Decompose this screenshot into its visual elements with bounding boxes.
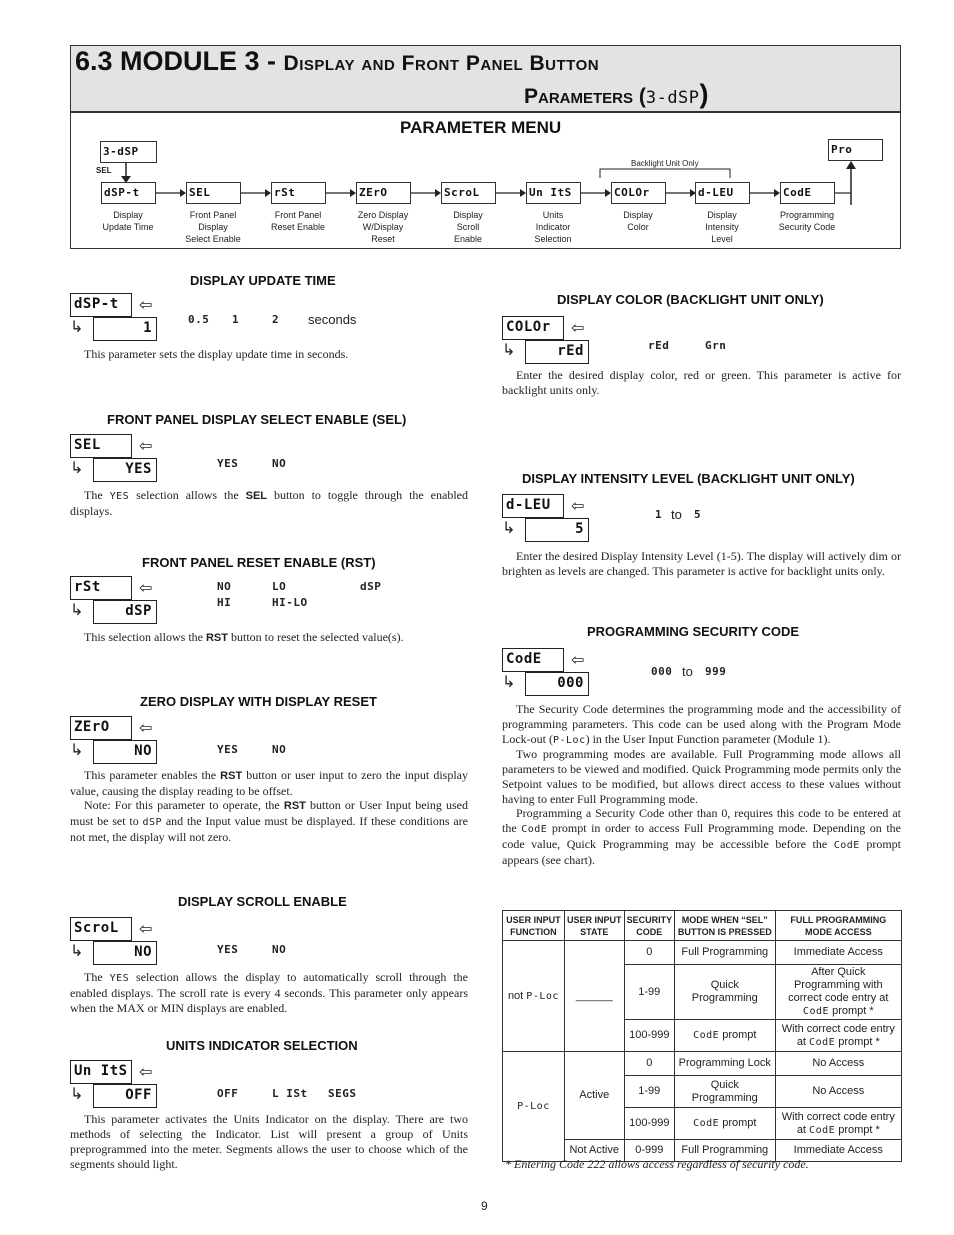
up-arrow-icon: ⇦	[571, 650, 585, 669]
option-to: to	[671, 507, 682, 522]
option: YES	[217, 943, 239, 956]
heading-sel: FRONT PANEL DISPLAY SELECT ENABLE (SEL)	[107, 412, 407, 427]
menu-item-label-line: W/Display	[362, 222, 404, 232]
heading-units: UNITS INDICATOR SELECTION	[166, 1038, 358, 1053]
menu-arrow-icon	[750, 188, 780, 198]
enter-arrow-icon: ↳	[70, 1084, 84, 1103]
menu-item-label-line: Display	[707, 210, 737, 220]
table-header: SECURITY CODE	[624, 911, 674, 941]
up-arrow-icon: ⇦	[139, 919, 153, 938]
menu-item-label	[767, 209, 847, 233]
display-top: SEL	[70, 434, 132, 458]
menu-item-label-line: Update Time	[102, 222, 154, 232]
table-cell: Full Programming	[674, 941, 775, 965]
option: SEGS	[328, 1087, 357, 1100]
menu-item-code: ScroL	[441, 182, 496, 204]
backlight-bracket	[599, 165, 731, 179]
desc-units: This parameter activates the Units Indicator on the display. There are two methods of selecting the Indicator. List will present a group of Units preprogrammed into the meter. Segments allows the user to choose which of the segments should light.	[70, 1112, 468, 1171]
option-to: to	[682, 664, 693, 679]
option: LO	[272, 580, 287, 593]
enter-arrow-icon: ↳	[502, 518, 516, 537]
display-bottom: rEd	[525, 340, 589, 364]
heading-rst: FRONT PANEL RESET ENABLE (RST)	[142, 555, 376, 570]
table-cell: 100-999	[624, 1108, 674, 1140]
enter-arrow-icon: ↳	[70, 458, 84, 477]
table-cell: 0	[624, 1052, 674, 1076]
menu-item-label-line: Display	[623, 210, 653, 220]
desc-zero-1: This parameter enables the RST button or user input to zero the input display value, causing the display reading to be offset.	[70, 768, 468, 798]
menu-arrow-icon	[496, 188, 526, 198]
table-cell: 0-999	[624, 1140, 674, 1162]
table-header: USER INPUT FUNCTION	[503, 911, 565, 941]
table-cell: No Access	[775, 1076, 901, 1108]
menu-item-label-line: Enable	[453, 234, 483, 244]
enter-arrow-icon: ↳	[502, 340, 516, 359]
option: 0.5	[188, 313, 210, 326]
menu-item-label	[598, 209, 678, 233]
parameter-menu-title: PARAMETER MENU	[400, 118, 562, 137]
menu-item-label-line: Display	[453, 210, 483, 220]
title-band	[70, 45, 901, 112]
option: NO	[272, 457, 287, 470]
display-bottom: 1	[93, 317, 157, 341]
option: Grn	[705, 339, 727, 352]
menu-item-label	[428, 209, 508, 245]
heading-color: DISPLAY COLOR (BACKLIGHT UNIT ONLY)	[557, 292, 824, 307]
pro-code-box: Pro	[828, 139, 883, 161]
option: 000	[651, 665, 673, 678]
table-cell-state: Not Active	[564, 1140, 624, 1162]
display-top: dSP-t	[70, 293, 132, 317]
menu-item-label-line: Units	[542, 210, 564, 220]
desc-code-2: Two programming modes are available. Full Programming mode allows all parameters to be viewed and modified. Quick Programming mode permits only the Setpoint values to be modified, but allows direct access to these values without having to enter Full Programming mode.	[502, 747, 901, 806]
option: rEd	[648, 339, 670, 352]
return-arrow-icon	[841, 160, 861, 206]
display-top: d-LEU	[502, 494, 564, 518]
option: OFF	[217, 1087, 239, 1100]
table-cell: With correct code entry at CodE prompt *	[775, 1108, 901, 1140]
heading-code: PROGRAMMING SECURITY CODE	[587, 624, 800, 639]
display-top: Un ItS	[70, 1060, 132, 1084]
menu-arrow-icon	[666, 188, 696, 198]
table-cell-state: ______	[564, 941, 624, 1052]
option: dSP	[360, 580, 382, 593]
option: 2	[272, 313, 280, 326]
menu-item-label-line: Level	[711, 234, 733, 244]
menu-arrow-icon	[156, 188, 186, 198]
table-cell: Quick Programming	[674, 965, 775, 1020]
option: YES	[217, 743, 239, 756]
menu-item-code: d-LEU	[695, 182, 750, 204]
menu-item-label	[682, 209, 762, 245]
menu-item-label-line: Reset	[371, 234, 395, 244]
backlight-note: Backlight Unit Only	[631, 159, 699, 168]
table-cell: 1-99	[624, 1076, 674, 1108]
desc-code-3: Programming a Security Code other than 0, requires this code to be entered at the CodE prompt in order to access Full Programming mode. Depending on the code value, Quick Programming may be accessible before the CodE prompt appears (see chart).	[502, 806, 901, 867]
module-code-box: 3-dSP	[100, 141, 157, 163]
option: 5	[694, 508, 702, 521]
menu-item-label-line: Zero Display	[357, 210, 409, 220]
up-arrow-icon: ⇦	[571, 496, 585, 515]
enter-arrow-icon: ↳	[502, 672, 516, 691]
menu-item-label-line: Selection	[534, 234, 572, 244]
up-arrow-icon: ⇦	[139, 1062, 153, 1081]
menu-item-code: ZErO	[356, 182, 411, 204]
menu-arrow-icon	[411, 188, 441, 198]
table-cell: No Access	[775, 1052, 901, 1076]
up-arrow-icon: ⇦	[571, 318, 585, 337]
section-title-line1: 6.3 MODULE 3 - Display and Front Panel Button	[75, 46, 600, 76]
table-cell-function: not P-Loc	[503, 941, 565, 1052]
display-top: COLOr	[502, 316, 564, 340]
display-top: CodE	[502, 648, 564, 672]
menu-item-label-line: Display	[198, 222, 228, 232]
table-row	[503, 941, 902, 965]
option: HI-LO	[272, 596, 308, 609]
menu-arrow-icon	[581, 188, 611, 198]
table-cell: After Quick Programming with correct code entry at CodE prompt *	[775, 965, 901, 1020]
display-top: ZErO	[70, 716, 132, 740]
table-footnote: * Entering Code 222 allows access regardless of security code.	[505, 1157, 809, 1171]
menu-item-code: dSP-t	[101, 182, 156, 204]
menu-item-code: Un ItS	[526, 182, 581, 204]
display-bottom: 000	[525, 672, 589, 696]
menu-arrow-icon	[835, 188, 855, 198]
table-header: USER INPUT STATE	[564, 911, 624, 941]
table-cell: CodE prompt	[674, 1020, 775, 1052]
page-number: 9	[481, 1199, 488, 1213]
sel-label: SEL	[96, 166, 112, 175]
table-cell-state: Active	[564, 1052, 624, 1140]
desc-code-1: The Security Code determines the programming mode and the accessibility of programming parameters. This code can be used along with the Program Mode Lock-out (P-Loc) in the User Input Function parameter (Module 1).	[502, 702, 901, 746]
option: 1	[232, 313, 240, 326]
option: NO	[272, 743, 287, 756]
menu-item-code: COLOr	[611, 182, 666, 204]
table-cell: Full Programming	[674, 1140, 775, 1162]
security-code-table	[502, 910, 902, 1162]
desc-rst: This selection allows the RST button to reset the selected value(s).	[84, 630, 404, 644]
menu-item-label	[173, 209, 253, 245]
menu-item-label-line: Display	[113, 210, 143, 220]
heading-intensity: DISPLAY INTENSITY LEVEL (BACKLIGHT UNIT ONLY)	[522, 471, 855, 486]
display-bottom: 5	[525, 518, 589, 542]
table-cell: 100-999	[624, 1020, 674, 1052]
display-bottom: YES	[93, 458, 157, 482]
menu-item-label-line: Front Panel	[189, 210, 237, 220]
enter-arrow-icon: ↳	[70, 740, 84, 759]
option: 1	[655, 508, 663, 521]
table-cell: CodE prompt	[674, 1108, 775, 1140]
table-cell: With correct code entry at CodE prompt *	[775, 1020, 901, 1052]
up-arrow-icon: ⇦	[139, 578, 153, 597]
up-arrow-icon: ⇦	[139, 436, 153, 455]
table-cell: Quick Programming	[674, 1076, 775, 1108]
display-top: rSt	[70, 576, 132, 600]
option: YES	[217, 457, 239, 470]
menu-item-label	[88, 209, 168, 233]
table-cell-function: P-Loc	[503, 1052, 565, 1162]
option-unit: seconds	[308, 312, 357, 327]
menu-arrow-icon	[326, 188, 356, 198]
menu-arrow-icon	[241, 188, 271, 198]
menu-item-label-line: Indicator	[535, 222, 571, 232]
menu-item-label-line: Color	[627, 222, 649, 232]
desc-scroll: The YES selection allows the display to automatically scroll through the enabled displays. The scroll rate is every 4 seconds. This parameter only appears when the MAX or MIN displays are enabled.	[70, 970, 468, 1015]
menu-item-label-line: Front Panel	[274, 210, 322, 220]
enter-arrow-icon: ↳	[70, 317, 84, 336]
option: L ISt	[272, 1087, 308, 1100]
heading-zero: ZERO DISPLAY WITH DISPLAY RESET	[140, 694, 377, 709]
table-row	[503, 1052, 902, 1076]
desc-update-time: This parameter sets the display update time in seconds.	[84, 347, 349, 361]
table-header: FULL PROGRAMMING MODE ACCESS	[775, 911, 901, 941]
menu-item-label-line: Programming	[779, 210, 835, 220]
table-cell: 0	[624, 941, 674, 965]
table-header-row	[503, 911, 902, 941]
display-top: ScroL	[70, 917, 132, 941]
menu-item-label	[258, 209, 338, 233]
up-arrow-icon: ⇦	[139, 295, 153, 314]
parameter-menu	[70, 112, 901, 249]
up-arrow-icon: ⇦	[139, 718, 153, 737]
menu-item-label-line: Select Enable	[185, 234, 241, 244]
desc-sel: The YES selection allows the SEL button to toggle through the enabled displays.	[70, 488, 468, 518]
section-title-line2: Parameters (3-dSP)	[524, 79, 709, 109]
display-bottom: NO	[93, 941, 157, 965]
table-header: MODE WHEN “SEL” BUTTON IS PRESSED	[674, 911, 775, 941]
enter-arrow-icon: ↳	[70, 600, 84, 619]
table-cell: Immediate Access	[775, 941, 901, 965]
desc-intensity: Enter the desired Display Intensity Level (1-5). The display will actively dim or brighten as levels are changed. This parameter is active for backlight units only.	[502, 549, 901, 578]
option: 999	[705, 665, 727, 678]
display-bottom: dSP	[93, 600, 157, 624]
desc-zero-2: Note: For this parameter to operate, the RST button or User Input being used must be set to dSP and the Input value must be displayed. If these conditions are not met, the display will not zero.	[70, 798, 469, 844]
menu-item-label-line: Intensity	[705, 222, 739, 232]
enter-arrow-icon: ↳	[70, 941, 84, 960]
option: NO	[272, 943, 287, 956]
desc-color: Enter the desired display color, red or green. This parameter is active for backlight units only.	[502, 368, 901, 397]
heading-scroll: DISPLAY SCROLL ENABLE	[178, 894, 347, 909]
option: HI	[217, 596, 232, 609]
display-bottom: OFF	[93, 1084, 157, 1108]
menu-item-label-line: Reset Enable	[270, 222, 326, 232]
heading-update-time: DISPLAY UPDATE TIME	[190, 273, 336, 288]
menu-item-code: rSt	[271, 182, 326, 204]
menu-item-code: SEL	[186, 182, 241, 204]
table-cell: 1-99	[624, 965, 674, 1020]
menu-item-label-line: Scroll	[456, 222, 480, 232]
menu-item-code: CodE	[780, 182, 835, 204]
display-bottom: NO	[93, 740, 157, 764]
table-cell: Immediate Access	[775, 1140, 901, 1162]
menu-item-label	[343, 209, 423, 245]
menu-item-label-line: Security Code	[778, 222, 836, 232]
option: NO	[217, 580, 232, 593]
table-cell: Programming Lock	[674, 1052, 775, 1076]
menu-item-label	[513, 209, 593, 245]
